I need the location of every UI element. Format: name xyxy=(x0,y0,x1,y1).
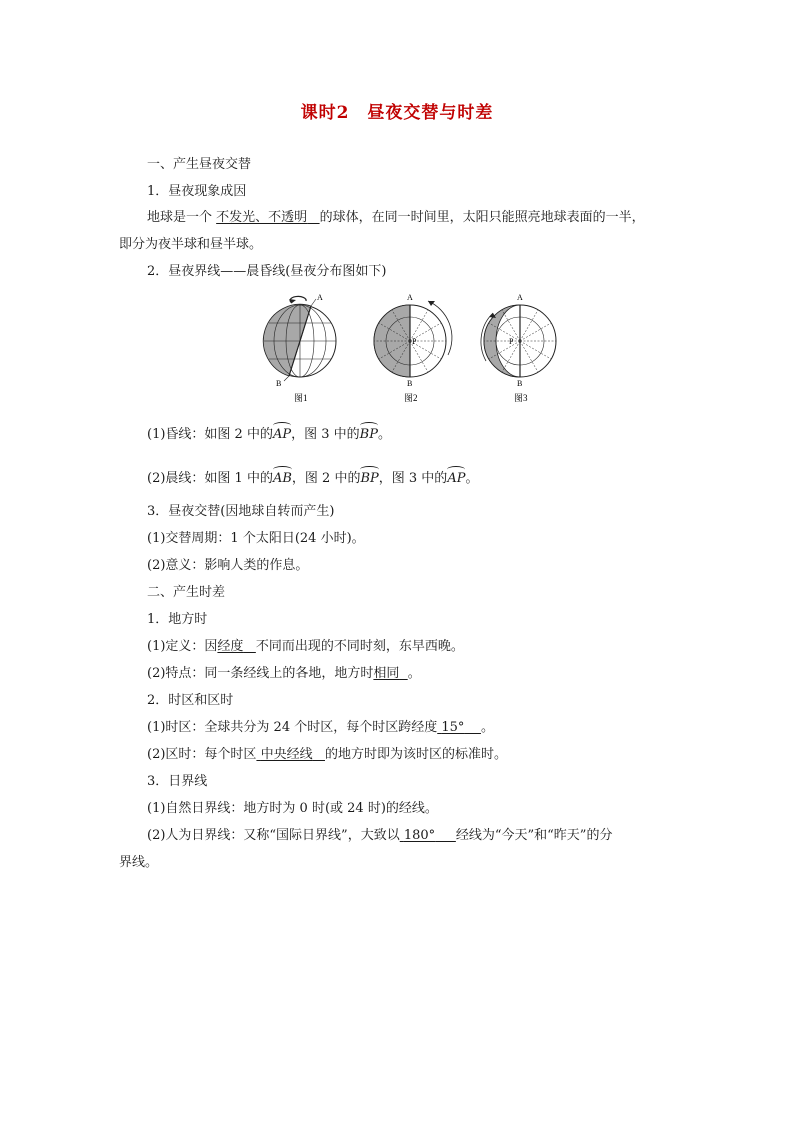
international-date-line-line1: (2)人为日界线：又称“国际日界线”，大致以 180° 经线为“今天”和“昨天”的分 xyxy=(147,828,613,843)
answer-blank: 15° xyxy=(441,720,465,735)
arc-label: AB xyxy=(273,468,292,488)
point-b-label: B xyxy=(276,379,282,388)
sub-heading-terminator: 2．昼夜界线——晨昏线(昼夜分布图如下) xyxy=(147,264,387,279)
dawn-line-text: (2)晨线：如图 1 中的AB，图 2 中的BP，图 3 中的AP。 xyxy=(147,468,478,488)
figure-2-caption: 图2 xyxy=(404,393,418,403)
sub-heading-local-time: 1．地方时 xyxy=(147,612,208,627)
answer-blank: 经度 xyxy=(217,639,244,654)
arc-label: BP xyxy=(360,468,378,488)
globe-3 xyxy=(481,293,556,403)
arc-label: AP xyxy=(447,468,465,488)
point-p-label: P xyxy=(509,337,514,346)
arc-label: AP xyxy=(273,424,291,444)
point-a-label: A xyxy=(407,293,413,302)
section-heading-time-difference: 二、产生时差 xyxy=(147,585,226,600)
point-a-label: A xyxy=(317,293,323,302)
point-b-label: B xyxy=(517,379,523,388)
alternation-significance: (2)意义：影响人类的作息。 xyxy=(147,558,309,573)
paragraph-cause-line2: 即分为夜半球和昼半球。 xyxy=(119,237,263,252)
page-title: 课时2 昼夜交替与时差 xyxy=(300,103,494,123)
point-p-label: P xyxy=(412,337,417,346)
answer-blank: 相同 xyxy=(373,666,400,681)
local-time-feature: (2)特点：同一条经线上的各地，地方时相同 。 xyxy=(147,666,421,681)
time-zone-definition: (1)时区：全球共分为 24 个时区，每个时区跨经度 15° 。 xyxy=(147,720,494,735)
sub-heading-cause: 1．昼夜现象成因 xyxy=(147,184,247,199)
zone-time-definition: (2)区时：每个时区 中央经线 的地方时即为该时区的标准时。 xyxy=(147,747,507,762)
sub-heading-alternation: 3．昼夜交替(因地球自转而产生) xyxy=(147,504,335,519)
figure-3-caption: 图3 xyxy=(514,393,528,403)
figure-1-caption: 图1 xyxy=(294,393,308,403)
sub-heading-time-zones: 2．时区和区时 xyxy=(147,693,234,708)
alternation-period: (1)交替周期：1 个太阳日(24 小时)。 xyxy=(147,531,365,546)
international-date-line-line2: 界线。 xyxy=(119,855,159,870)
globe-1 xyxy=(263,293,336,403)
answer-blank: 不发光、不透明 xyxy=(216,210,308,225)
paragraph-cause-line1: 地球是一个 不发光、不透明 的球体，在同一时间里，太阳只能照亮地球表面的一半， xyxy=(147,210,645,225)
arc-label: BP xyxy=(360,424,378,444)
natural-date-line: (1)自然日界线：地方时为 0 时(或 24 时)的经线。 xyxy=(147,801,438,816)
sub-heading-date-line: 3．日界线 xyxy=(147,774,208,789)
answer-blank: 中央经线 xyxy=(260,747,313,762)
globe-2 xyxy=(374,293,452,403)
terminator-figure xyxy=(260,289,560,404)
local-time-definition: (1)定义：因经度 不同而出现的不同时刻，东早西晚。 xyxy=(147,639,464,654)
point-b-label: B xyxy=(407,379,413,388)
section-heading-day-night: 一、产生昼夜交替 xyxy=(147,157,252,172)
dusk-line-text: (1)昏线：如图 2 中的AP，图 3 中的BP。 xyxy=(147,424,391,444)
point-a-label: A xyxy=(517,293,523,302)
answer-blank: 180° xyxy=(403,828,436,843)
